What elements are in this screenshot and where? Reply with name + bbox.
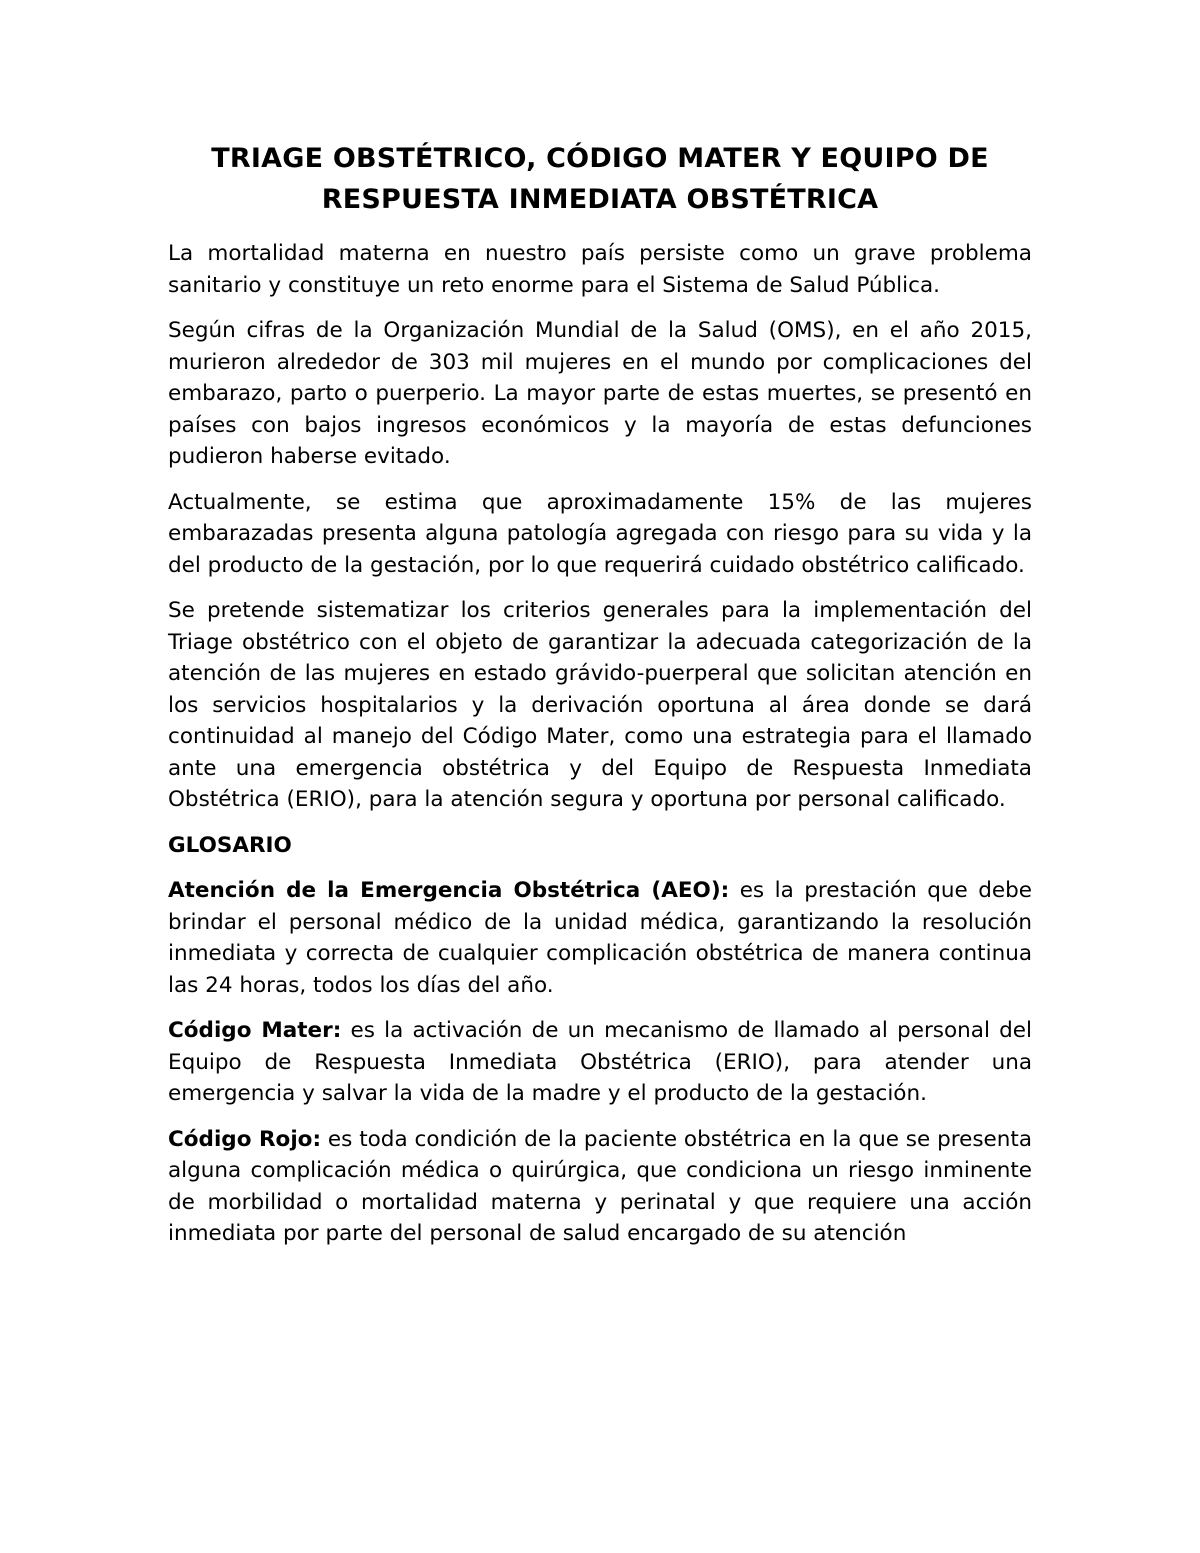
glossary-term: Atención de la Emergencia Obstétrica (AEO): bbox=[168, 878, 730, 903]
glossary-term: Código Mater: bbox=[168, 1018, 342, 1043]
glossary-definition: es la activación de un mecanismo de llamado al personal del Equipo de Respuesta Inmediata Obstétrica (ERIO), para atender una emergencia y salvar la vida de la madre y el producto de la gestación. bbox=[168, 1018, 1032, 1106]
glossary-entry-codigo-mater bbox=[168, 1015, 1032, 1110]
glossary-entry-codigo-rojo bbox=[168, 1124, 1032, 1250]
glossary-term: Código Rojo: bbox=[168, 1126, 322, 1152]
paragraph-who-statistics: Según cifras de la Organización Mundial de la Salud (OMS), en el año 2015, murieron alrededor de 303 mil mujeres en el mundo por complicaciones del embarazo, parto o puerperio. La mayor parte de estas muertes, se presentó en países con bajos ingresos económicos y la mayoría de estas defunciones pudieron haberse evitado. bbox=[168, 318, 1032, 469]
glossary-definition: es toda condición de la paciente obstétrica en la que se presenta alguna complicación médica o quirúrgica, que condiciona un riesgo inminente de morbilidad o mortalidad materna y perinatal y que requiere una acción inmediata por parte del personal de salud encargado de su atención bbox=[168, 1126, 1032, 1246]
paragraph-risk-estimate: Actualmente, se estima que aproximadamente 15% de las mujeres embarazadas presenta alguna patología agregada con riesgo para su vida y la del producto de la gestación, por lo que requerirá cuidado obstétrico calificado. bbox=[168, 489, 1032, 578]
glossary-heading: GLOSARIO bbox=[168, 832, 292, 858]
glossary-entry-aeo bbox=[168, 875, 1032, 1001]
paragraph-intro: La mortalidad materna en nuestro país persiste como un grave problema sanitario y constituye un reto enorme para el Sistema de Salud Pública. bbox=[168, 241, 1032, 298]
document-title: TRIAGE OBSTÉTRICO, CÓDIGO MATER Y EQUIPO DE RESPUESTA INMEDIATA OBSTÉTRICA bbox=[211, 143, 989, 215]
paragraph-objective: Se pretende sistematizar los criterios generales para la implementación del Triage obstétrico con el objeto de garantizar la adecuada categorización de la atención de las mujeres en estado grávido-puerperal que solicitan atención en los servicios hospitalarios y la derivación oportuna al área donde se dará continuidad al manejo del Código Mater, como una estrategia para el llamado ante una emergencia obstétrica y del Equipo de Respuesta Inmediata Obstétrica (ERIO), para la atención segura y oportuna por personal calificado. bbox=[168, 598, 1032, 812]
glossary-definition: es la prestación que debe brindar el personal médico de la unidad médica, garantizando la resolución inmediata y correcta de cualquier complicación obstétrica de manera continua las 24 horas, todos los días del año. bbox=[168, 878, 1032, 998]
